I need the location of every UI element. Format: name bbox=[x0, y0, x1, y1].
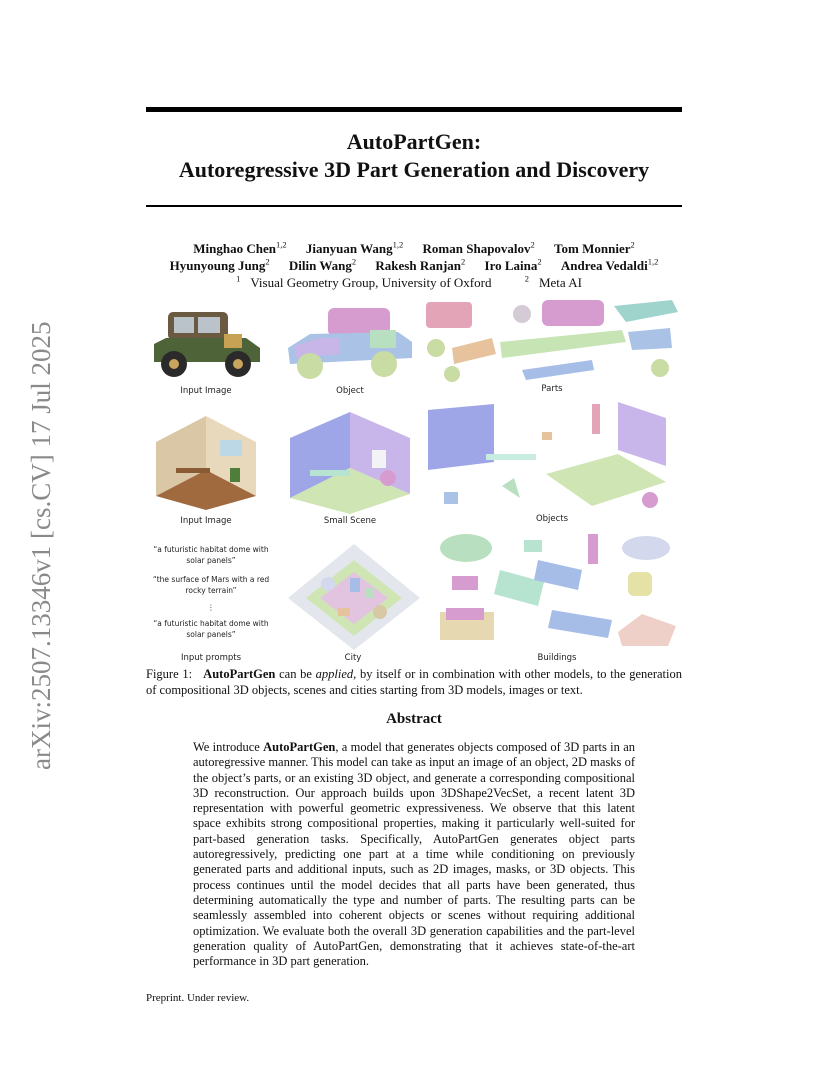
city-scene bbox=[280, 538, 426, 652]
arxiv-stamp bbox=[6, 300, 62, 780]
title-rule-top bbox=[146, 107, 682, 112]
buildings bbox=[432, 528, 682, 652]
caption-object: Object bbox=[336, 386, 364, 396]
paper-title bbox=[146, 128, 682, 184]
caption-parts: Parts bbox=[541, 384, 563, 394]
arxiv-id: arXiv:2507.13346v1 [cs.CV] 17 Jul 2025 bbox=[26, 321, 56, 770]
affiliation: $^2$ Meta AI bbox=[524, 273, 582, 290]
author: Iro Laina$^2$ bbox=[484, 256, 542, 273]
author: Hyunyoung Jung$^2$ bbox=[169, 256, 270, 273]
prompt-ellipsis: ⋮ bbox=[207, 603, 215, 612]
affiliations bbox=[146, 274, 682, 291]
prompt-2: “the surface of Mars with a red rocky terrain” bbox=[152, 575, 270, 595]
author: Andrea Vedaldi$^{1,2}$ bbox=[560, 256, 659, 273]
input-image-car bbox=[146, 304, 266, 384]
authors-block bbox=[146, 240, 682, 291]
prompt-1: “a futuristic habitat dome with solar panels” bbox=[153, 545, 269, 565]
caption-objects: Objects bbox=[535, 514, 569, 524]
title-line-1: AutoPartGen: bbox=[346, 129, 482, 154]
caption-buildings: Buildings bbox=[537, 653, 577, 663]
affiliation: $^1$ Visual Geometry Group, University of Oxford bbox=[236, 273, 492, 290]
footer-note: Preprint. Under review. bbox=[146, 992, 250, 1004]
caption-small-scene: Small Scene bbox=[323, 516, 377, 526]
caption-text: can be bbox=[275, 667, 316, 681]
title-rule-bottom bbox=[146, 205, 682, 207]
figure-caption bbox=[146, 666, 682, 698]
objects-room bbox=[422, 398, 682, 518]
prompt-3: “a futuristic habitat dome with solar panels” bbox=[153, 619, 269, 639]
authors-row-2 bbox=[146, 257, 682, 274]
author: Rakesh Ranjan$^2$ bbox=[375, 256, 466, 273]
caption-emphasis: applied bbox=[315, 667, 354, 681]
author: Roman Shapovalov$^2$ bbox=[422, 239, 535, 256]
caption-input-image: Input Image bbox=[180, 386, 232, 396]
title-line-2: Autoregressive 3D Part Generation and Discovery bbox=[178, 157, 650, 182]
parts-car bbox=[422, 298, 682, 382]
caption-input-image-2: Input Image bbox=[180, 516, 232, 526]
abstract-model-name: AutoPartGen bbox=[263, 740, 336, 754]
input-image-room bbox=[150, 412, 262, 512]
author: Tom Monnier$^2$ bbox=[554, 239, 635, 256]
caption-input-prompts: Input prompts bbox=[180, 653, 242, 663]
authors-row-1 bbox=[146, 240, 682, 257]
author: Jianyuan Wang$^{1,2}$ bbox=[305, 239, 404, 256]
author: Minghao Chen$^{1,2}$ bbox=[193, 239, 287, 256]
caption-model-name: AutoPartGen bbox=[203, 667, 276, 681]
abstract-body bbox=[193, 740, 635, 969]
figure-label: Figure 1: bbox=[146, 667, 193, 681]
abstract-text: , a model that generates objects composed of 3D parts in an autoregressive manner. This model can take as input an image of an object, 2D masks of the object’s parts, or an existing 3D object, and generate a corresponding compositional 3D reconstruction. Our approach builds upon 3DShape2VecSet, a recent latent 3D representation with powerful geometric expressiveness. We observe that this latent space exhibits strong compositional properties, making it particularly well-suited for part-based generation tasks. Specifically, AutoPartGen generates object parts autoregressively, predicting one part at a time while conditioning on previously generated parts and additional inputs, such as 2D images, masks, or 3D objects. This process continues until the model decides that all parts have been generated, thus determining automatically the type and number of parts. The resulting parts can be seamlessly assembled into coherent objects or scenes without requiring additional optimization. We evaluate both the overall 3D generation capabilities and the part-level generation quality of AutoPartGen, demonstrating that it achieves state-of-the-art performance in 3D part generation. bbox=[193, 740, 635, 969]
author: Dilin Wang$^2$ bbox=[288, 256, 357, 273]
small-scene-room bbox=[280, 408, 420, 516]
object-car bbox=[280, 302, 420, 386]
caption-city: City bbox=[344, 653, 362, 663]
caption-text-rest: , by itself or in combination with other models, to the generation of compositional 3D objects, scenes and cities starting from 3D models, images or text. bbox=[146, 667, 682, 697]
abstract-heading: Abstract bbox=[386, 711, 442, 727]
figure-1 bbox=[146, 298, 682, 666]
abstract-intro: We introduce bbox=[193, 740, 264, 754]
